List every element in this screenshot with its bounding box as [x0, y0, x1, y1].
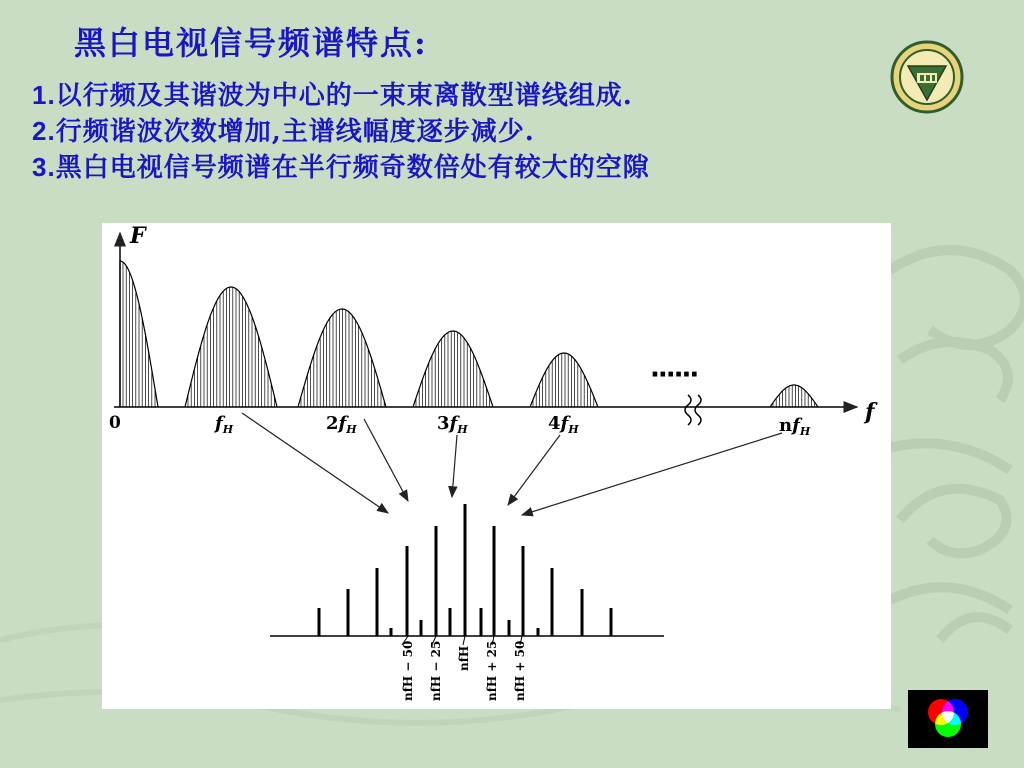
lobe-envelope: [298, 309, 386, 407]
detail-spectral-line: [493, 526, 496, 636]
lobe-envelope: [413, 331, 493, 407]
x-axis-label: f: [865, 399, 875, 425]
slide-title: 黑白电视信号频谱特点:: [74, 24, 428, 62]
detail-spectral-line: [318, 608, 321, 636]
key-point-2: [32, 114, 650, 150]
axis-break-symbol: [685, 395, 701, 425]
key-point-3: [32, 150, 650, 186]
zoom-arrow-3: [452, 435, 457, 497]
detail-spectral-line: [435, 526, 438, 636]
point-number: 1.: [32, 80, 56, 110]
detail-label-minus-50: nfH − 50: [401, 640, 415, 701]
lobe-envelope: [185, 287, 277, 407]
spectrum-lobe-4: [530, 353, 598, 407]
spectrum-lobe-5: [770, 385, 818, 407]
point-number: 3.: [32, 152, 56, 182]
point-text: 行频谐波次数增加,主谱线幅度逐步减少.: [55, 117, 535, 147]
detail-spectral-line: [390, 628, 393, 636]
origin-label: 0: [109, 413, 121, 433]
y-axis-label: F: [130, 223, 146, 249]
zoom-arrows: [242, 413, 782, 515]
detail-spectral-line: [420, 620, 423, 636]
detail-spectral-line: [406, 546, 409, 636]
harmonic-label-1: $f_H$: [215, 413, 234, 436]
key-points-list: [32, 78, 650, 186]
zoom-arrow-2: [364, 419, 408, 501]
key-point-1: [32, 78, 650, 114]
ellipsis-dots: ······: [650, 360, 698, 390]
detail-spectral-line: [610, 608, 613, 636]
spectrum-lobe-3: [413, 331, 493, 407]
detail-tick-labels: [401, 641, 527, 701]
detail-spectral-line: [508, 620, 511, 636]
spectrum-lobe-0: [120, 261, 158, 407]
lobe-envelope: [530, 353, 598, 407]
detail-spectral-line: [537, 628, 540, 636]
detail-label-plus-50: nfH + 50: [513, 640, 527, 701]
detail-spectrum-lines: [318, 504, 613, 636]
detail-label-plus-25: nfH + 25: [485, 640, 499, 701]
detail-spectral-line: [522, 546, 525, 636]
harmonic-label-n: $nf_H$: [779, 415, 811, 438]
detail-label-minus-25: nfH − 25: [429, 640, 443, 701]
harmonic-label-3: $3f_H$: [437, 413, 468, 436]
harmonic-label-2: $2f_H$: [326, 413, 357, 436]
spectrum-diagram: [102, 223, 891, 709]
spectrum-lobe-2: [298, 309, 386, 407]
detail-label-center: nfH: [457, 645, 471, 671]
point-number: 2.: [32, 116, 56, 146]
spectrum-lobe-1: [185, 287, 277, 407]
zoom-arrow-1: [242, 413, 388, 513]
detail-spectral-line: [464, 504, 467, 636]
university-seal-icon: [890, 40, 964, 114]
detail-spectral-line: [449, 608, 452, 636]
detail-spectral-line: [581, 589, 584, 636]
detail-spectral-line: [551, 568, 554, 636]
zoom-arrow-4: [508, 435, 560, 505]
harmonic-label-4: $4f_H$: [548, 413, 579, 436]
spectrum-lobes: [120, 261, 818, 407]
detail-tick-leaders: [402, 636, 522, 645]
point-text: 以行频及其谐波为中心的一束束离散型谱线组成.: [55, 81, 633, 111]
detail-spectral-line: [480, 608, 483, 636]
point-text: 黑白电视信号频谱在半行频奇数倍处有较大的空隙: [55, 153, 650, 183]
detail-spectral-line: [347, 589, 350, 636]
lobe-envelope: [770, 385, 818, 407]
rgb-color-circles-icon: [908, 690, 988, 748]
detail-spectral-line: [376, 568, 379, 636]
zoom-arrow-5: [522, 433, 782, 515]
